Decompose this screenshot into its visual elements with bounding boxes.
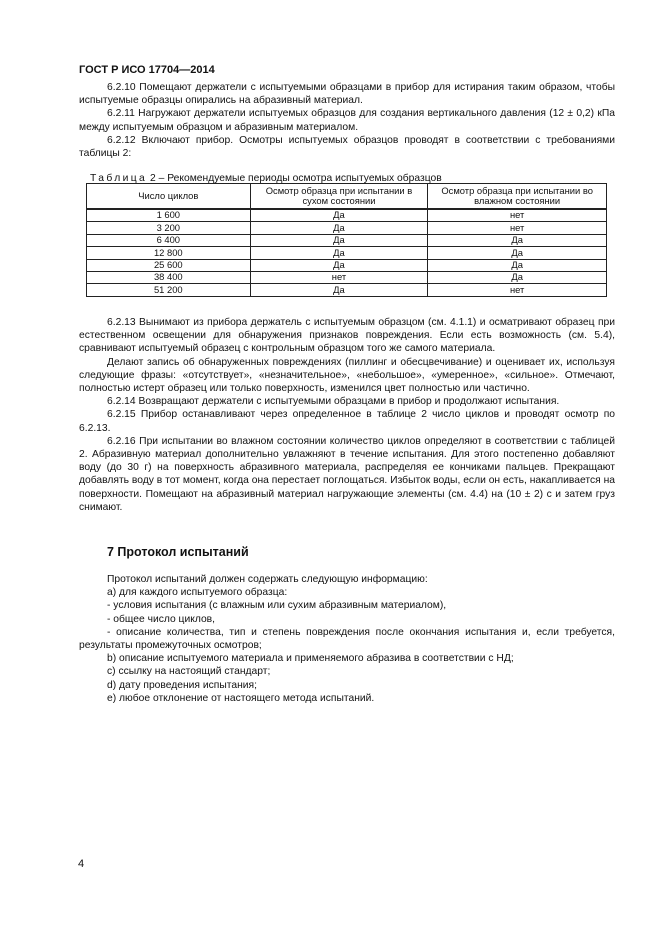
table-caption-word: Таблица — [90, 173, 148, 184]
paragraph-6-2-16: 6.2.16 При испытании во влажном состоянии количество циклов определяют в соответствии с таблицей 2. Абразивную материал дополнительно увлажняют в течение испытания. Для этого постепенно добавляют воду (до 30 г) на поверхность абразивного материала, распределяя ее кончиками пальцев. Прекращают добавлять воду в тот момент, когда она перестает поглощаться. Избыток воды, если он есть, накапливается на поверхности. Помещают на абразивный материал нагружающие элементы (см. 4.4) на (10 ± 2) с и затем груз снимают. — [79, 435, 615, 513]
protocol-item-c: c) ссылку на настоящий стандарт; — [107, 666, 271, 678]
paragraph-damage-record: Делают запись об обнаруженных повреждениях (пиллинг и обесцвечивание) и оценивает их, используя следующие фразы: «отсутствует», «незначительное», «небольшое», «умеренное», «сильное». Отмечают, полностью истерт образец или только поверхность, изменился цвет полностью или частично. — [79, 356, 615, 395]
protocol-item-b: b) описание испытуемого материала и применяемого абразива в соответствии с НД; — [107, 653, 514, 665]
cell-wet: Да — [428, 259, 607, 271]
protocol-item-d: d) дату проведения испытания; — [107, 679, 257, 691]
table-row — [87, 234, 607, 246]
paragraphs-mid — [79, 316, 615, 514]
protocol-item-e: e) любое отклонение от настоящего метода испытаний. — [107, 692, 375, 704]
cell-wet: Да — [428, 247, 607, 259]
protocol-item-conditions: - условия испытания (с влажным или сухим абразивным материалом), — [107, 600, 447, 612]
document-header: ГОСТ Р ИСО 17704—2014 — [79, 64, 215, 76]
paragraph-6-2-13: 6.2.13 Вынимают из прибора держатель с испытуемым образцом (см. 4.1.1) и осматривают образец при естественном освещении для обнаружения признаков повреждения. Если есть возможность (см. 5.4), сравнивают испытуемый образец с контрольным образцом того же самого материала. — [79, 317, 615, 355]
cell-wet: Да — [428, 271, 607, 283]
table-row — [87, 259, 607, 271]
table-row — [87, 284, 607, 296]
header-dry: Осмотр образца при испытании в сухом состоянии — [250, 184, 428, 210]
protocol-item-cycles: - общее число циклов, — [107, 613, 216, 625]
cell-wet: нет — [428, 209, 607, 222]
inspection-table — [86, 183, 607, 297]
cell-cycles: 12 800 — [87, 247, 251, 259]
table-row — [87, 222, 607, 234]
header-cycles: Число циклов — [87, 184, 251, 210]
section-heading-7: 7 Протокол испытаний — [107, 545, 249, 559]
paragraph-6-2-11: 6.2.11 Нагружают держатели испытуемых образцов для создания вертикального давления (12 ± 0,2) кПа между испытуемым образцом и абразивным материалом. — [79, 108, 615, 133]
cell-dry: Да — [250, 284, 428, 296]
page-number: 4 — [78, 858, 85, 870]
paragraph-6-2-10: 6.2.10 Помещают держатели с испытуемыми образцами в прибор для истирания таким образом, чтобы испытуемые образцы опирались на абразивный материал. — [79, 82, 615, 107]
table-row — [87, 209, 607, 222]
cell-wet: нет — [428, 284, 607, 296]
paragraphs-top — [79, 81, 615, 160]
cell-dry: Да — [250, 209, 428, 222]
paragraph-6-2-14: 6.2.14 Возвращают держатели с испытуемыми образцами в прибор и продолжают испытания. — [107, 396, 560, 408]
protocol-intro: Протокол испытаний должен содержать следующую информацию: — [107, 574, 428, 585]
cell-cycles: 51 200 — [87, 284, 251, 296]
table-header-row — [87, 184, 607, 210]
cell-cycles: 25 600 — [87, 259, 251, 271]
cell-wet: Да — [428, 234, 607, 246]
table-row — [87, 271, 607, 283]
cell-cycles: 6 400 — [87, 234, 251, 246]
header-wet: Осмотр образца при испытании во влажном состоянии — [428, 184, 607, 210]
cell-wet: нет — [428, 222, 607, 234]
cell-cycles: 38 400 — [87, 271, 251, 283]
cell-dry: нет — [250, 271, 428, 283]
protocol-list — [79, 573, 615, 705]
paragraph-6-2-15: 6.2.15 Прибор останавливают через определенное в таблице 2 число циклов и проводят осмотр по 6.2.13. — [79, 409, 615, 434]
table-row — [87, 247, 607, 259]
cell-dry: Да — [250, 222, 428, 234]
protocol-item-a: a) для каждого испытуемого образца: — [107, 587, 288, 599]
table-caption-text: 2 – Рекомендуемые периоды осмотра испытуемых образцов — [147, 173, 442, 184]
protocol-item-damage: - описание количества, тип и степень повреждения после окончания испытания и, если требуется, результаты промежуточных осмотров; — [79, 626, 615, 652]
cell-cycles: 3 200 — [87, 222, 251, 234]
cell-dry: Да — [250, 247, 428, 259]
cell-cycles: 1 600 — [87, 209, 251, 222]
paragraph-6-2-12: 6.2.12 Включают прибор. Осмотры испытуемых образцов проводят в соответствии с требованиями таблицы 2: — [79, 134, 615, 160]
cell-dry: Да — [250, 234, 428, 246]
cell-dry: Да — [250, 259, 428, 271]
